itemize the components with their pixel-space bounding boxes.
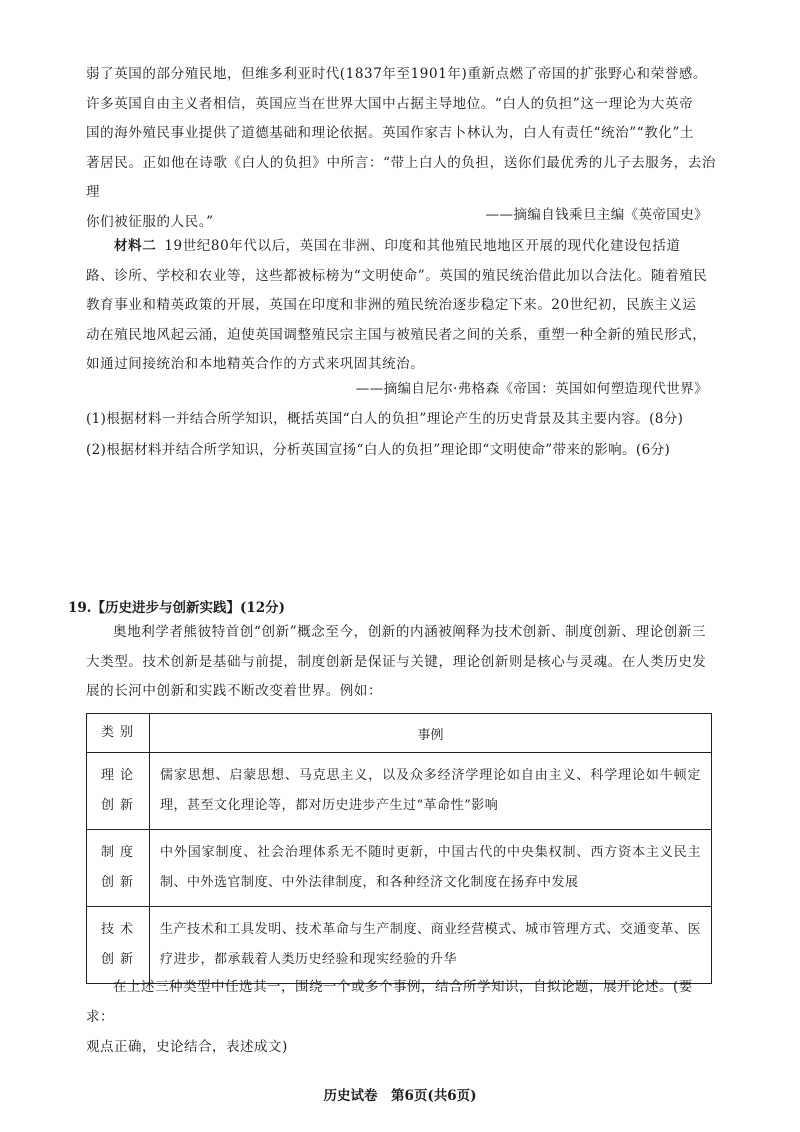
material2-line: 如通过间接统治和本地精英合作的方式来巩固其统治。 [86, 356, 425, 372]
category-line: 理论 [100, 768, 139, 783]
q19-intro [86, 618, 716, 707]
material2-first-line [86, 232, 716, 262]
material1-line: 弱了英国的部分殖民地，但维多利亚时代(1837年至1901年)重新点燃了帝国的扩张野心和荣誉感。 [86, 66, 708, 82]
table-row [87, 753, 712, 830]
material2-source: ——摘编自尼尔·弗格森《帝国：英国如何塑造现代世界》 [355, 381, 708, 397]
material2-line: 路、诊所、学校和农业等，这些都被标榜为“文明使命”。英国的殖民统治借此加以合法化。随着殖民 [86, 267, 708, 284]
q19-heading: 19.【历史进步与创新实践】(12分) [68, 600, 286, 616]
category-line: 创新 [100, 952, 139, 967]
material2-label: 材料二 [114, 238, 157, 254]
material2-line: 教育事业和精英政策的开展，英国在印度和非洲的殖民统治逐步稳定下来。20世纪初，民族主义运 [86, 297, 697, 313]
material1-line: 国的海外殖民事业提供了道德基础和理论依据。英国作家吉卜林认为，白人有责任“统治”“教化”土 [86, 125, 695, 141]
q19-task-line: 在上述三种类型中任选其一，围绕一个或多个事例，结合所学知识，自拟论题，展开论述。(要求： [86, 979, 693, 1025]
table-cell-category [87, 830, 150, 907]
material2-text [86, 232, 716, 380]
question-1: (1)根据材料一并结合所学知识，概括英国“白人的负担”理论产生的历史背景及其主要内容。(8分) [86, 411, 684, 427]
category-line: 创新 [100, 798, 139, 813]
category-line: 制度 [100, 845, 139, 860]
q19-intro-line: 奥地利学者熊彼特首创“创新”概念至今，创新的内涵被阐释为技术创新、制度创新、理论创新三 [113, 624, 707, 640]
category-line: 创新 [100, 875, 139, 890]
table-cell-examples: 儒家思想、启蒙思想、马克思主义，以及众多经济学理论如自由主义、科学理论如牛顿定理，甚至文化理论等，都对历史进步产生过“革命性”影响 [150, 753, 712, 830]
table-cell-examples: 中外国家制度、社会治理体系无不随时更新，中国古代的中央集权制、西方资本主义民主制、中外选官制度、中外法律制度，和各种经济文化制度在扬弃中发展 [150, 830, 712, 907]
table-cell-examples: 生产技术和工具发明、技术革命与生产制度、商业经营模式、城市管理方式、交通变革、医疗进步，都承载着人类历史经验和现实经验的升华 [150, 907, 712, 984]
q19-intro-line: 大类型。技术创新是基础与前提，制度创新是保证与关键，理论创新则是核心与灵魂。在人类历史发 [86, 653, 707, 670]
material2-line: 动在殖民地风起云涌，迫使英国调整殖民宗主国与被殖民者之间的关系，重塑一种全新的殖民形式， [86, 326, 707, 343]
material1-line: 著居民。正如他在诗歌《白人的负担》中所言：“带上白人的负担，送你们最优秀的儿子去服务，去治理 [86, 154, 716, 200]
q19-task-line: 观点正确，史论结合，表述成文) [86, 1039, 288, 1055]
material1-line: 许多英国自由主义者相信，英国应当在世界大国中占据主导地位。“白人的负担”这一理论为大英帝 [86, 95, 694, 112]
table-header-examples: 事例 [150, 714, 712, 753]
material1-source: ——摘编自钱乘旦主编《英帝国史》 [485, 207, 708, 223]
table-header-category: 类别 [87, 714, 150, 753]
q19-task [86, 972, 716, 1062]
table-row [87, 830, 712, 907]
innovation-table [86, 713, 712, 984]
category-line: 技术 [100, 922, 139, 937]
page-footer: 历史试卷 第6页(共6页) [323, 1088, 477, 1104]
material2-line: 19世纪80年代以后，英国在非洲、印度和其他殖民地地区开展的现代化建设包括道 [164, 238, 681, 254]
q19-intro-line: 展的长河中创新和实践不断改变着世界。例如： [86, 683, 383, 699]
table-cell-category [87, 753, 150, 830]
material1-line: 你们被征服的人民。” [86, 213, 214, 230]
table-header-row [87, 714, 712, 753]
question-2: (2)根据材料并结合所学知识，分析英国宣扬“白人的负担”理论即“文明使命”带来的影响。(6分) [86, 442, 671, 458]
